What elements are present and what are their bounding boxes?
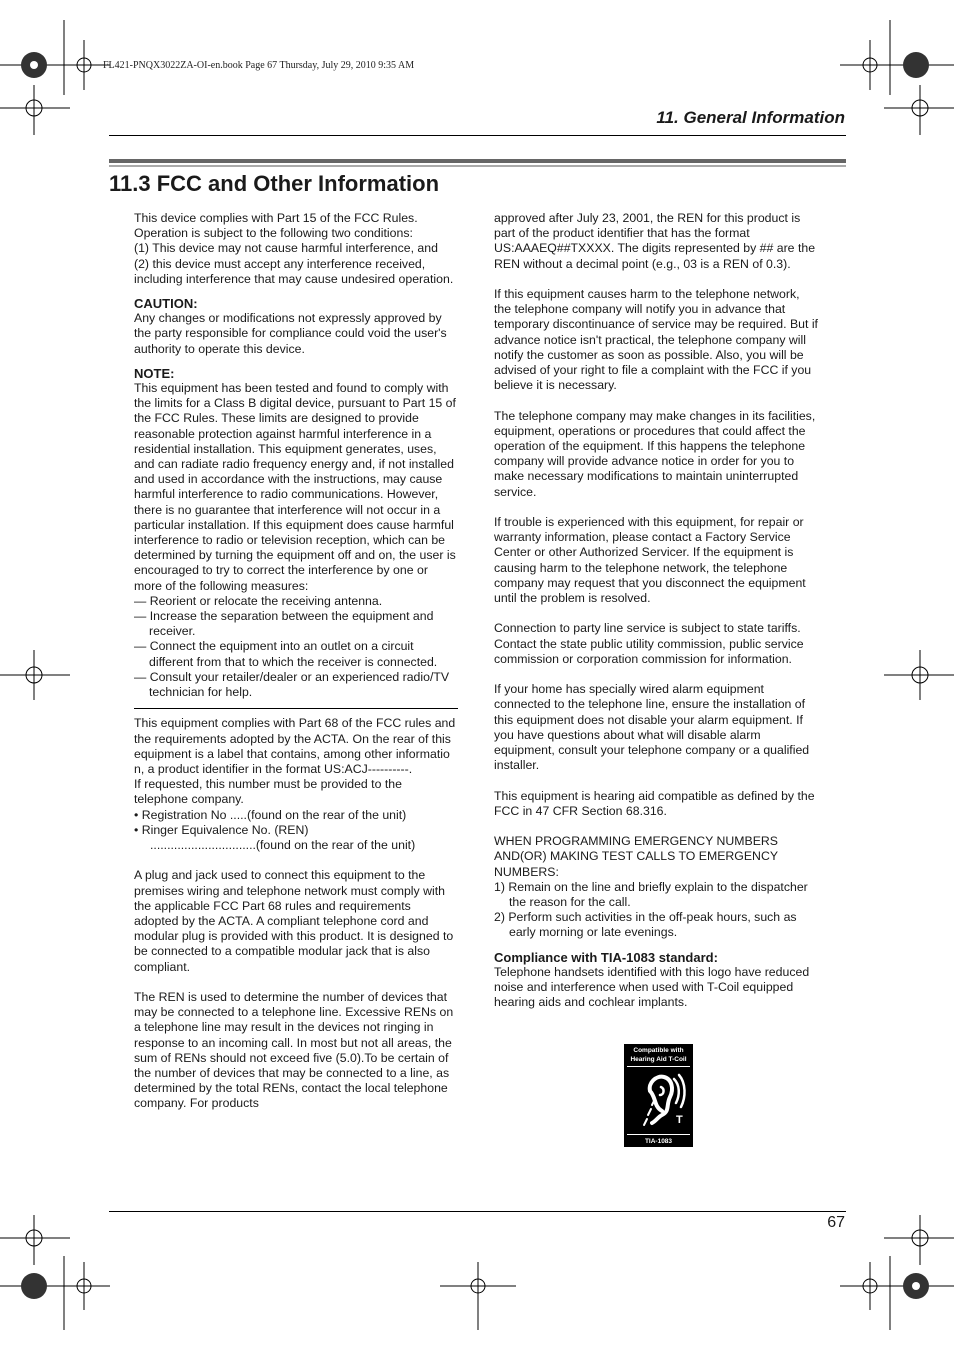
tcoil-logo	[624, 1044, 693, 1147]
part68-text: This equipment complies with Part 68 of the FCC rules and the requirements adopted by the ACTA. On the rear of this equipment is a label that contains, among other information, a product identifier in the format US:ACJ----------.	[134, 716, 456, 776]
measure-item: — Increase the separation between the equipment and receiver.	[134, 609, 434, 639]
emergency-step: 1) Remain on the line and briefly explain to the dispatcher the reason for the call.	[494, 879, 808, 910]
emergency-step: 2) Perform such activities in the off-peak hours, such as early morning or late evenings.	[494, 910, 797, 940]
hearing-ear-icon	[624, 1067, 693, 1133]
tia-text: Telephone handsets identified with this logo have reduced noise and interference when used with T-Coil equipped hearing aids and cochlear implants.	[494, 964, 810, 1010]
measure-item: — Consult your retailer/dealer or an experienced radio/TV technician for help.	[134, 669, 450, 700]
logo-line-2: Hearing Aid T-Coil	[630, 1056, 687, 1063]
note-heading: NOTE:	[134, 365, 175, 381]
intro-line-3: (1) This device may not cause harmful interference, and	[134, 241, 438, 256]
tia-heading: Compliance with TIA-1083 standard:	[494, 949, 718, 965]
title-bar	[109, 159, 846, 163]
book-header: FL421-PNQX3022ZA-OI-en.book Page 67 Thursday, July 29, 2010 9:35 AM	[103, 60, 415, 71]
paragraph: If this equipment causes harm to the telephone network, the telephone company will notify you in advance that temporary discontinuance of service may be required. But if advance notice isn't practical, the telephone company will notify the customer as soon as possible. Also, you will be advised of your right to file a complaint with the FCC if you believe it is necessary.	[494, 287, 818, 393]
paragraph: If trouble is experienced with this equipment, for repair or warranty information, please contact a Factory Service Center or other Authorized Servicer. If the equipment is causing harm to the telephone network, the telephone company may request that you disconnect the equipment until the problem is resolved.	[494, 515, 806, 606]
logo-letter: T	[676, 1114, 683, 1126]
request-text: If requested, this number must be provided to the telephone company.	[134, 777, 402, 807]
paragraph: Connection to party line service is subject to state tariffs. Contact the state public utility commission, public service commission or corporation commission for information.	[494, 621, 804, 666]
paragraph: approved after July 23, 2001, the REN for this product is part of the product identifier that has the format US:AAAEQ##TXXXX. The digits represented by ## are the REN without a decimal point (e.g., 03 is a REN of 0.3).	[494, 211, 816, 271]
section-header: 11. General Information	[656, 108, 845, 127]
plug-text: A plug and jack used to connect this equipment to the premises wiring and telephone network must comply with the applicable FCC Part 68 rules and requirements adopted by the ACTA. A compliant telephone cord and modular plug is provided with this product. It is designed to be connected to a compatible modular jack that is also compliant.	[134, 868, 454, 974]
page-number: 67	[827, 1214, 845, 1231]
paragraph: The telephone company may make changes in its facilities, equipment, operations or procedures that could affect the operation of the equipment. If this happens the telephone company will provide advance notice in order for you to make necessary modifications to maintain uninterrupted service.	[494, 408, 816, 499]
caution-text: Any changes or modifications not expressly approved by the party responsible for compliance could void the user's authority to operate this device.	[134, 311, 447, 356]
page-title: 11.3 FCC and Other Information	[109, 171, 440, 196]
paragraph: This equipment is hearing aid compatible as defined by the FCC in 47 CFR Section 68.316.	[494, 788, 815, 818]
left-column	[134, 211, 458, 1112]
note-text: This equipment has been tested and found to comply with the limits for a Class B digital device, pursuant to Part 15 of the FCC Rules. These limits are designed to provide reasonable protection against harmful interference in a residential installation. This equipment generates, uses, and can radiate radio frequency energy and, if not installed and used in accordance with the instructions, may cause harmful interference to radio communications. However, there is no guarantee that interference will not occur in a particular installation. If this equipment does cause harmful interference to radio or television reception, which can be determined by turning the equipment off and on, the user is encouraged to try to correct the interference by one or more of the following measures:	[134, 381, 456, 593]
logo-line-1: Compatible with	[633, 1047, 684, 1054]
intro-line-4: (2) this device must accept any interference received, including interference that may cause undesired operation.	[134, 256, 454, 286]
registration-bullet: • Registration No .....(found on the rear of the unit)	[134, 807, 407, 822]
ren-bullet: • Ringer Equivalence No. (REN)	[134, 822, 309, 837]
ren-bullet-sub: ...............................(found on the rear of the unit)	[150, 837, 416, 852]
footer-rule	[109, 1211, 846, 1212]
ren-text: The REN is used to determine the number of devices that may be connected to a telephone line. Excessive RENs on a telephone line may result in the devices not ringing in response to an incoming call. In most but not all areas, the sum of RENs should not exceed five (5.0).To be certain of the number of devices that may be connected to a line, as determined by the total RENs, contact the local telephone company. For products	[134, 989, 454, 1111]
measure-item: — Reorient or relocate the receiving antenna.	[134, 593, 383, 608]
header-rule	[109, 135, 846, 136]
emergency-heading: WHEN PROGRAMMING EMERGENCY NUMBERS AND(OR) MAKING TEST CALLS TO EMERGENCY NUMBERS:	[494, 834, 778, 879]
paragraph: If your home has specially wired alarm equipment connected to the telephone line, ensure the installation of this equipment does not disable your alarm equipment. If you have questions about what will disable alarm equipment, consult your telephone company or a qualified installer.	[494, 682, 810, 773]
intro-line-1: This device complies with Part 15 of the FCC Rules.	[134, 211, 418, 225]
logo-top-text	[624, 1044, 693, 1064]
title-bar-thin	[109, 165, 846, 167]
section-divider	[134, 708, 458, 709]
caution-heading: CAUTION:	[134, 296, 198, 312]
right-column	[494, 211, 820, 1010]
intro-line-2: Operation is subject to the following two conditions:	[134, 226, 413, 241]
measure-item: — Connect the equipment into an outlet on a circuit different from that to which the receiver is connected.	[134, 639, 438, 669]
logo-bottom-text: TIA-1083	[644, 1138, 673, 1145]
